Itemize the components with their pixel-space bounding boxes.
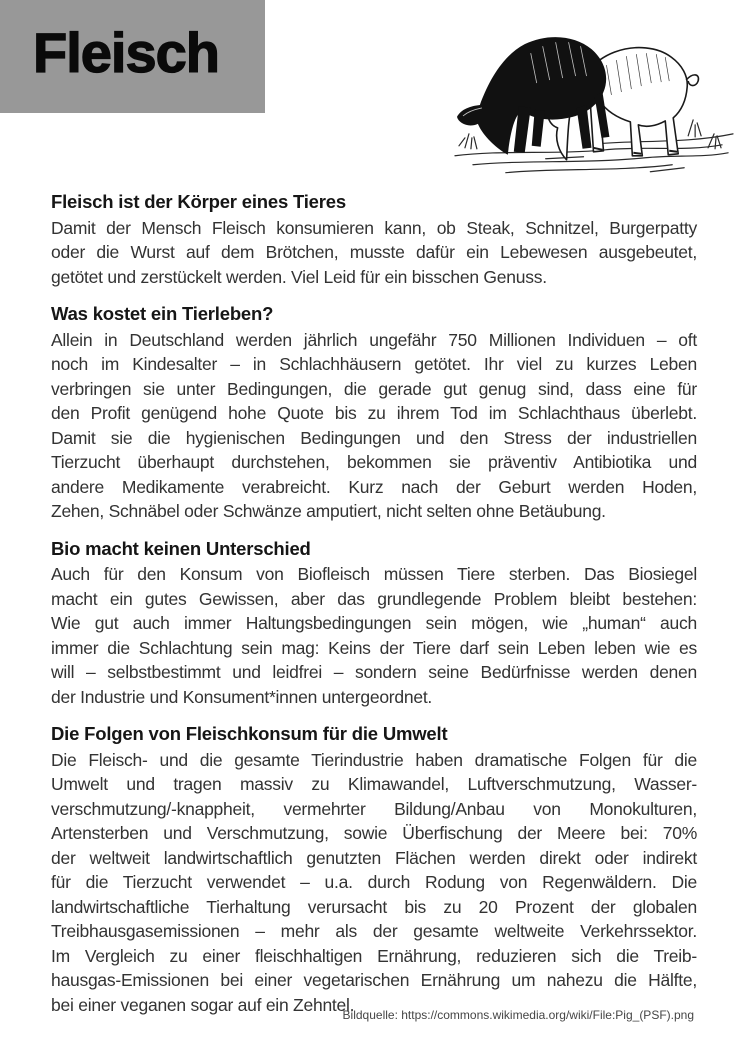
section-1 <box>51 302 697 524</box>
content <box>51 190 697 1030</box>
text-line: Allein in Deutschland werden jährlich ungefähr 750 Millionen Individuen – oft <box>51 329 697 350</box>
image-credit: Bildquelle: https://commons.wikimedia.org/wiki/File:Pig_(PSF).png <box>342 1008 694 1022</box>
text-line: macht ein gutes Gewissen, aber das grundlegende Problem bleibt bestehen: <box>51 588 697 609</box>
section-paragraph <box>51 216 697 290</box>
text-line: für die Tierzucht verwendet – u.a. durch Rodung von Regenwäldern. Die <box>51 872 697 892</box>
text-line: bei einer veganen sogar auf ein Zehntel. <box>51 994 355 1015</box>
text-line: Wie gut auch immer Haltungsbedingungen sein mögen, wie „human“ auch <box>51 613 697 633</box>
text-line: noch im Kindesalter – in Schlachhäusern getötet. Ihr viel zu kurzes Leben <box>51 354 697 374</box>
section-paragraph <box>51 562 697 709</box>
text-line: den Profit genügend hohe Quote bis zu ihrem Tod im Schlachthaus überlebt. <box>51 403 697 423</box>
text-line: landwirtschaftliche Tierhaltung verursacht bis zu 20 Prozent der globalen <box>51 896 697 917</box>
text-line: der weltweit landwirtschaftlich genutzten Flächen werden direkt oder indirekt <box>51 847 697 868</box>
text-line: Damit der Mensch Fleisch konsumieren kann, ob Steak, Schnitzel, Burgerpatty <box>51 217 697 238</box>
text-line: oder die Wurst auf dem Brötchen, musste dafür ein Lebewesen ausgebeutet, <box>51 242 697 262</box>
text-line: Tierzucht überhaupt durchstehen, bekommen sie präventiv Antibiotika und <box>51 452 697 472</box>
section-heading: Was kostet ein Tierleben? <box>51 303 274 324</box>
text-line: Artensterben und Verschmutzung, sowie Überfischung der Meere bei: 70% <box>51 823 697 843</box>
section-2 <box>51 537 697 710</box>
text-line: Damit sie die hygienischen Bedingungen und den Stress der industriellen <box>51 427 697 448</box>
page-title: Fleisch <box>33 20 219 84</box>
pigs-grazing-illustration <box>451 8 735 176</box>
text-line: getötet und zerstückelt werden. Viel Leid für ein bisschen Genuss. <box>51 266 547 287</box>
text-line: verschmutzung/-knappheit, vermehrter Bildung/Anbau von Monokulturen, <box>51 798 697 819</box>
black-pig <box>457 37 609 155</box>
text-line: Auch für den Konsum von Biofleisch müssen Tiere sterben. Das Biosiegel <box>51 564 697 584</box>
section-paragraph <box>51 748 697 1018</box>
section-paragraph <box>51 328 697 524</box>
section-3 <box>51 722 697 1017</box>
section-0 <box>51 190 697 289</box>
text-line: Die Fleisch- und die gesamte Tierindustrie haben dramatische Folgen für die <box>51 749 697 770</box>
text-line: immer die Schlachtung sein mag: Keins der Tiere darf sein Leben leben wie es <box>51 637 697 658</box>
title-banner <box>0 0 265 113</box>
section-heading: Fleisch ist der Körper eines Tieres <box>51 191 346 212</box>
text-line: Im Vergleich zu einer fleischhaltigen Ernährung, reduzieren sich die Treib- <box>51 945 697 966</box>
section-heading: Die Folgen von Fleischkonsum für die Umwelt <box>51 723 448 744</box>
text-line: Umwelt und tragen massiv zu Klimawandel, Luftverschmutzung, Wasser- <box>51 774 697 794</box>
text-line: will – selbstbestimmt und leidfrei – sondern seine Bedürfnisse werden denen <box>51 662 697 682</box>
text-line: andere Medikamente verabreicht. Kurz nach der Geburt werden Hoden, <box>51 476 697 497</box>
section-heading: Bio macht keinen Unterschied <box>51 537 311 559</box>
text-line: hausgas-Emissionen bei einer vegetarischen Ernährung um nahezu die Hälfte, <box>51 970 697 990</box>
text-line: der Industrie und Konsument*innen untergeordnet. <box>51 686 433 707</box>
text-line: Zehen, Schnäbel oder Schwänze amputiert, nicht selten ohne Betäubung. <box>51 501 606 521</box>
text-line: Treibhausgasemissionen – mehr als der gesamte weltweite Verkehrssektor. <box>51 921 697 941</box>
text-line: verbringen sie unter Bedingungen, die gerade gut genug sind, dass eine für <box>51 378 697 399</box>
